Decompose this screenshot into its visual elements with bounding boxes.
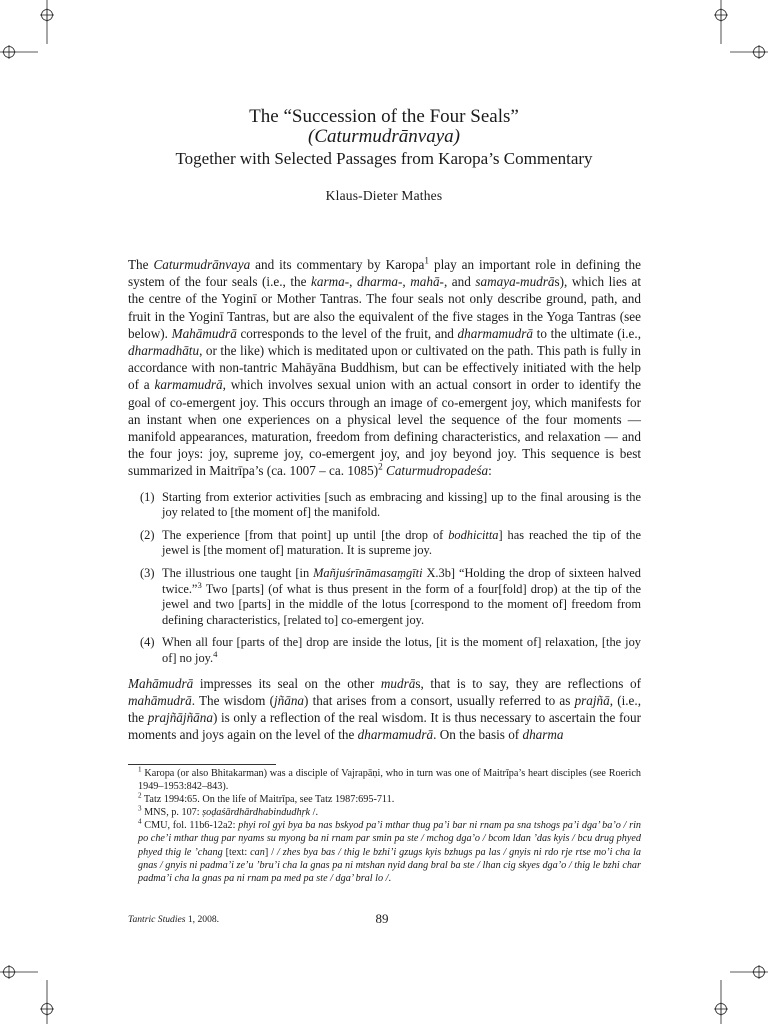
author-name: Klaus-Dieter Mathes bbox=[325, 188, 443, 203]
intro-paragraph: The Caturmudrānvaya and its commentary by Karopa$^1$ play an important role in defining the system of the four seals (i.e., the karma-, dharma-, mahā-, and samaya-mudrās), which lies at the centre of the Yoginī or Mother Tantras. The four seals not only describe ground, path, and fruit in the Yoginī Tantras, but are also the equivalent of the five stages in the Yoga Tantras (see below). Mahāmudrā corresponds to the level of the fruit, and dharmamudrā to the ultimate (i.e., dharmadhātu, or the like) which is meditated upon or cultivated on the path. This path is fully in accordance with non-tantric Mahāyāna Buddhism, but can be effectively initiated with the help of a karmamudrā, which involves sexual union with an actual consort in order to identify the goal of co-emergent joy. This occurs through an image of co-emergent joy, which manifests for an instant when one experiences on a physical level the sequence of the four moments — manifold appearances, maturation, freedom from defining characteristics, and relaxation — and the four joys: joy, supreme joy, co-emergent joy, and joy beyond joy. This sequence is best summarized in Maitrīpa’s (ca. 1007 – ca. 1085)$^2$ Caturmudropadeśa: bbox=[128, 255, 641, 479]
footnote-rule bbox=[128, 764, 276, 765]
numbered-list bbox=[128, 490, 641, 667]
footnote-4: $^4$ CMU, fol. 11b6-12a2: phyi rol gyi bya ba nas bskyod pa’i mthar thug pa’i bar ni rnam pa sna tshogs pa’i dga’ ba’o / rin po che’i mthar thug par nyams su myong ba ni rnam par smin pa ste / mchog dga’o / bcom ldan ’das kyis / bcu drug phyed phyed thig le ’chang [text: can] / / zhes bya bas / thig le bzhi’i gzugs kyis bzhugs pa las / gnyis ni rdo rje rtse mo’i cha la gnas / gnyis ni padma’i ze’u ’bru’i cha la gnas pa ni mtshan nyid dang bral ba ste / lhan cig skyes dga’o / thig le bzhi char padma’i cha la gnas pa ni rnam pa med pa ste / dga’ bral lo /. bbox=[138, 817, 641, 884]
main-text bbox=[128, 256, 641, 743]
footnote-ref-1[interactable]: 1 bbox=[424, 255, 430, 266]
footnotes bbox=[128, 767, 641, 885]
footnote-3: $^3$ MNS, p. 107: ṣoḍaśārdhārdhabindudhṛk /. bbox=[138, 804, 318, 819]
article-title-sanskrit: (Caturmudrānvaya) bbox=[308, 126, 460, 147]
page-number: 89 bbox=[375, 911, 389, 926]
footnote-2: $^2$ Tatz 1994:65. On the life of Maitrīpa, see Tatz 1987:695-711. bbox=[138, 791, 395, 806]
footnote-ref-3[interactable]: 3 bbox=[197, 579, 202, 590]
footnote-ref-4[interactable]: 4 bbox=[213, 648, 218, 659]
list-item: (3) The illustrious one taught [in Mañjuśrīnāmasaṃgīti X.3b] “Holding the drop of sixteen halved twice.”$^3$ Two [parts] (of what is thus present in the form of a four[fold] drop) at the tip of the jewel and two [parts] in the middle of the lotus [correspond to the moment of] freedom from defining characteristics, [related to] co-emergent joy. bbox=[140, 566, 642, 627]
footnote-1: $^1$ Karopa (or also Bhitakarman) was a disciple of Vajrapāṇi, who in turn was one of Maitrīpa’s heart disciples (see Roerich 1949–1953:842–843). bbox=[138, 765, 641, 793]
list-item: (1) Starting from exterior activities [such as embracing and kissing] up to the final arousing is the joy related to [the moment of] the manifold. bbox=[140, 489, 641, 520]
list-item: (2) The experience [from that point] up until [the drop of bodhicitta] has reached the tip of the jewel is [the moment of] maturation. It is supreme joy. bbox=[140, 527, 642, 558]
article-subtitle: Together with Selected Passages from Karopa’s Commentary bbox=[175, 149, 593, 168]
article-title-block bbox=[0, 106, 768, 171]
article-title: The “Succession of the Four Seals” bbox=[249, 106, 519, 127]
journal-citation: Tantric Studies 1, 2008. bbox=[128, 914, 220, 925]
body-paragraph-2: Mahāmudrā impresses its seal on the other mudrās, that is to say, they are reflections of mahāmudrā. The wisdom (jñāna) that arises from a consort, usually referred to as prajñā, (i.e., the prajñājñāna) is only a reflection of the real wisdom. It is thus necessary to ascertain the four moments and joys again on the level of the dharmamudrā. On the basis of dharma bbox=[128, 675, 641, 743]
footnote-ref-2[interactable]: 2 bbox=[378, 462, 383, 473]
list-item: (4) When all four [parts of the] drop are inside the lotus, [it is the moment of] relaxation, [the joy of] no joy.$^4$ bbox=[140, 635, 641, 665]
